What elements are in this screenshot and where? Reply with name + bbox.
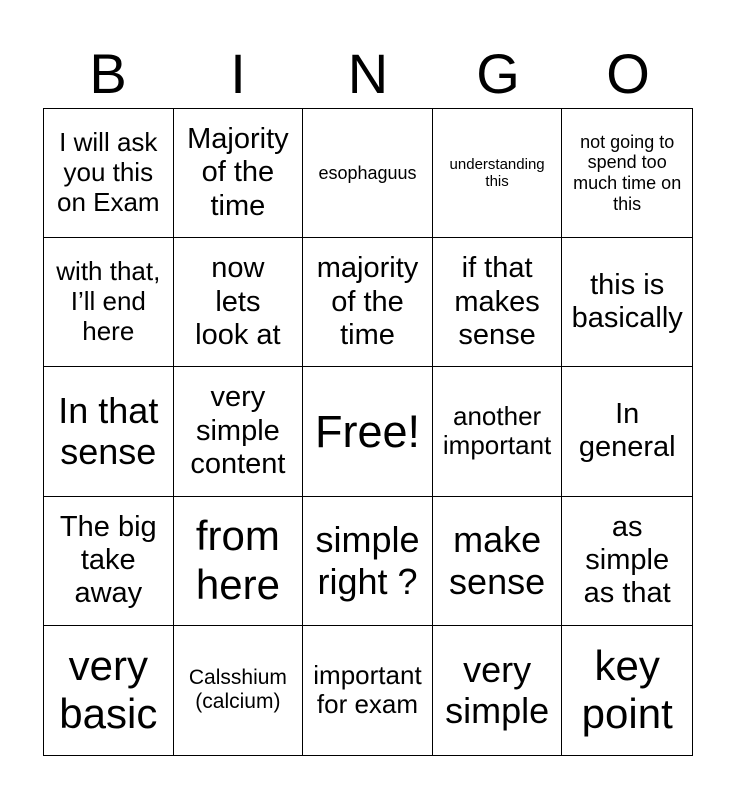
bingo-cell-r5c5	[562, 626, 692, 755]
cell-text: this is basically	[571, 268, 683, 335]
cell-text: make sense	[449, 519, 546, 602]
bingo-cell-r1c3	[303, 109, 433, 238]
cell-text: if that makes sense	[454, 252, 540, 351]
bingo-cell-r5c3	[303, 626, 433, 755]
cell-text: understanding this	[449, 155, 545, 191]
cell-text: another important	[442, 400, 552, 461]
bingo-cell-r1c4	[433, 109, 563, 238]
cell-text: majority of the time	[316, 252, 419, 351]
header-letter-i: I	[230, 42, 246, 105]
cell-text: as simple as that	[583, 510, 671, 610]
cell-text: now lets look at	[195, 252, 281, 351]
bingo-cell-r5c1	[44, 626, 174, 755]
bingo-cell-r2c1	[44, 238, 174, 367]
cell-text: key point	[581, 642, 673, 738]
bingo-cell-r4c4	[433, 497, 563, 626]
bingo-cell-r5c4	[433, 626, 563, 755]
bingo-cell-r4c3	[303, 497, 433, 626]
bingo-header	[43, 40, 693, 108]
cell-text: esophaguus	[318, 162, 417, 183]
cell-text: I will ask you this on Exam	[56, 127, 160, 218]
cell-text: very basic	[59, 642, 158, 738]
header-letter-b: B	[89, 42, 127, 105]
bingo-cell-r2c5	[562, 238, 692, 367]
bingo-cell-r2c2	[174, 238, 304, 367]
header-letter-o: O	[606, 42, 650, 105]
bingo-cell-r3c2	[174, 367, 304, 496]
header-letter-g: G	[476, 42, 520, 105]
bingo-cell-r3c5	[562, 367, 692, 496]
cell-text: with that, I’ll end here	[56, 256, 161, 347]
header-letter-n: N	[347, 42, 389, 105]
bingo-cell-r2c3	[303, 238, 433, 367]
cell-text: Calsshium (calcium)	[188, 666, 287, 714]
cell-text: from here	[195, 512, 280, 608]
cell-text: In general	[578, 398, 676, 464]
bingo-cell-r4c5	[562, 497, 692, 626]
free-space-cell	[303, 367, 433, 496]
bingo-cell-r3c4	[433, 367, 563, 496]
cell-text: The big take away	[59, 510, 157, 610]
cell-text: important for exam	[313, 659, 422, 720]
cell-text: very simple content	[190, 381, 286, 481]
bingo-cell-r5c2	[174, 626, 304, 755]
bingo-cell-r4c2	[174, 497, 304, 626]
free-space-label: Free!	[314, 405, 420, 457]
bingo-cell-r1c5	[562, 109, 692, 238]
bingo-cell-r1c1	[44, 109, 174, 238]
cell-text: Majority of the time	[187, 123, 289, 222]
cell-text: simple right ?	[315, 519, 420, 602]
cell-text: not going to spend too much time on this	[573, 131, 682, 214]
bingo-cell-r1c2	[174, 109, 304, 238]
bingo-cell-r3c1	[44, 367, 174, 496]
bingo-cell-r2c4	[433, 238, 563, 367]
cell-text: In that sense	[58, 390, 159, 473]
cell-text: very simple	[445, 649, 550, 732]
bingo-cell-r4c1	[44, 497, 174, 626]
bingo-card-grid	[43, 108, 693, 756]
